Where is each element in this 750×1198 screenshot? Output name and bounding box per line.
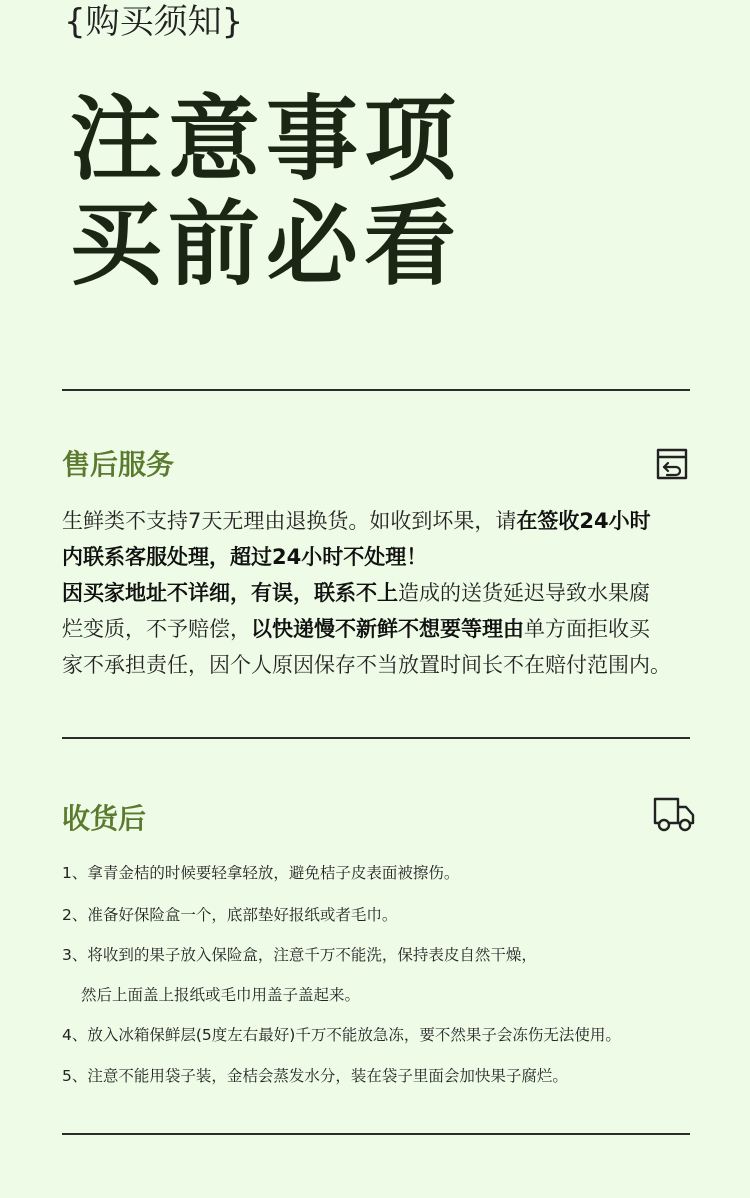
after-sales-p4-bold: 以快递慢不新鲜不想要等理由: [251, 617, 524, 641]
list-item: 5、注意不能用袋子装，金桔会蒸发水分，装在袋子里面会加快果子腐烂。: [62, 1067, 568, 1085]
list-item: 2、准备好保险盒一个，底部垫好报纸或者毛巾。: [62, 906, 398, 924]
divider-top: [62, 389, 690, 391]
receiving-title: 收货后: [62, 802, 147, 835]
headline-line-2: 买前必看: [70, 191, 463, 298]
after-sales-p2-bold: 内联系客服处理，超过24小时不处理！: [62, 545, 428, 569]
return-box-icon: [652, 444, 692, 484]
after-sales-p3-normal: 造成的送货延迟导致水果腐: [398, 581, 650, 605]
headline-line-1: 注意事项: [70, 86, 463, 193]
top-label: {购买须知}: [64, 2, 244, 42]
delivery-truck-icon: [651, 793, 697, 835]
after-sales-title: 售后服务: [62, 448, 175, 481]
divider-middle: [62, 737, 690, 739]
after-sales-line-5: [62, 647, 722, 683]
after-sales-p1-bold: 在签收24小时: [516, 509, 651, 533]
list-item: 3、将收到的果子放入保险盒，注意千万不能洗，保持表皮自然干燥，: [62, 946, 537, 964]
after-sales-line-4: [62, 611, 722, 647]
list-item: 1、拿青金桔的时候要轻拿轻放，避免桔子皮表面被擦伤。: [62, 864, 460, 882]
after-sales-p4-normal-b: 单方面拒收买: [524, 617, 650, 641]
after-sales-p3-bold: 因买家地址不详细，有误，联系不上: [62, 581, 398, 605]
after-sales-p1-normal: 生鲜类不支持7天无理由退换货。如收到坏果，请: [62, 509, 517, 533]
after-sales-p4-normal-a: 烂变质，不予赔偿，: [62, 617, 251, 641]
after-sales-p5-normal: 家不承担责任，因个人原因保存不当放置时间长不在赔付范围内。: [62, 653, 671, 677]
after-sales-line-2: [62, 539, 722, 575]
after-sales-line-3: [62, 575, 722, 611]
after-sales-text: [62, 503, 722, 683]
list-item: 4、放入冰箱保鲜层(5度左右最好)千万不能放急冻，要不然果子会冻伤无法使用。: [62, 1026, 621, 1044]
after-sales-line-1: [62, 503, 722, 539]
divider-bottom: [62, 1133, 690, 1135]
list-item: 然后上面盖上报纸或毛巾用盖子盖起来。: [81, 986, 361, 1004]
